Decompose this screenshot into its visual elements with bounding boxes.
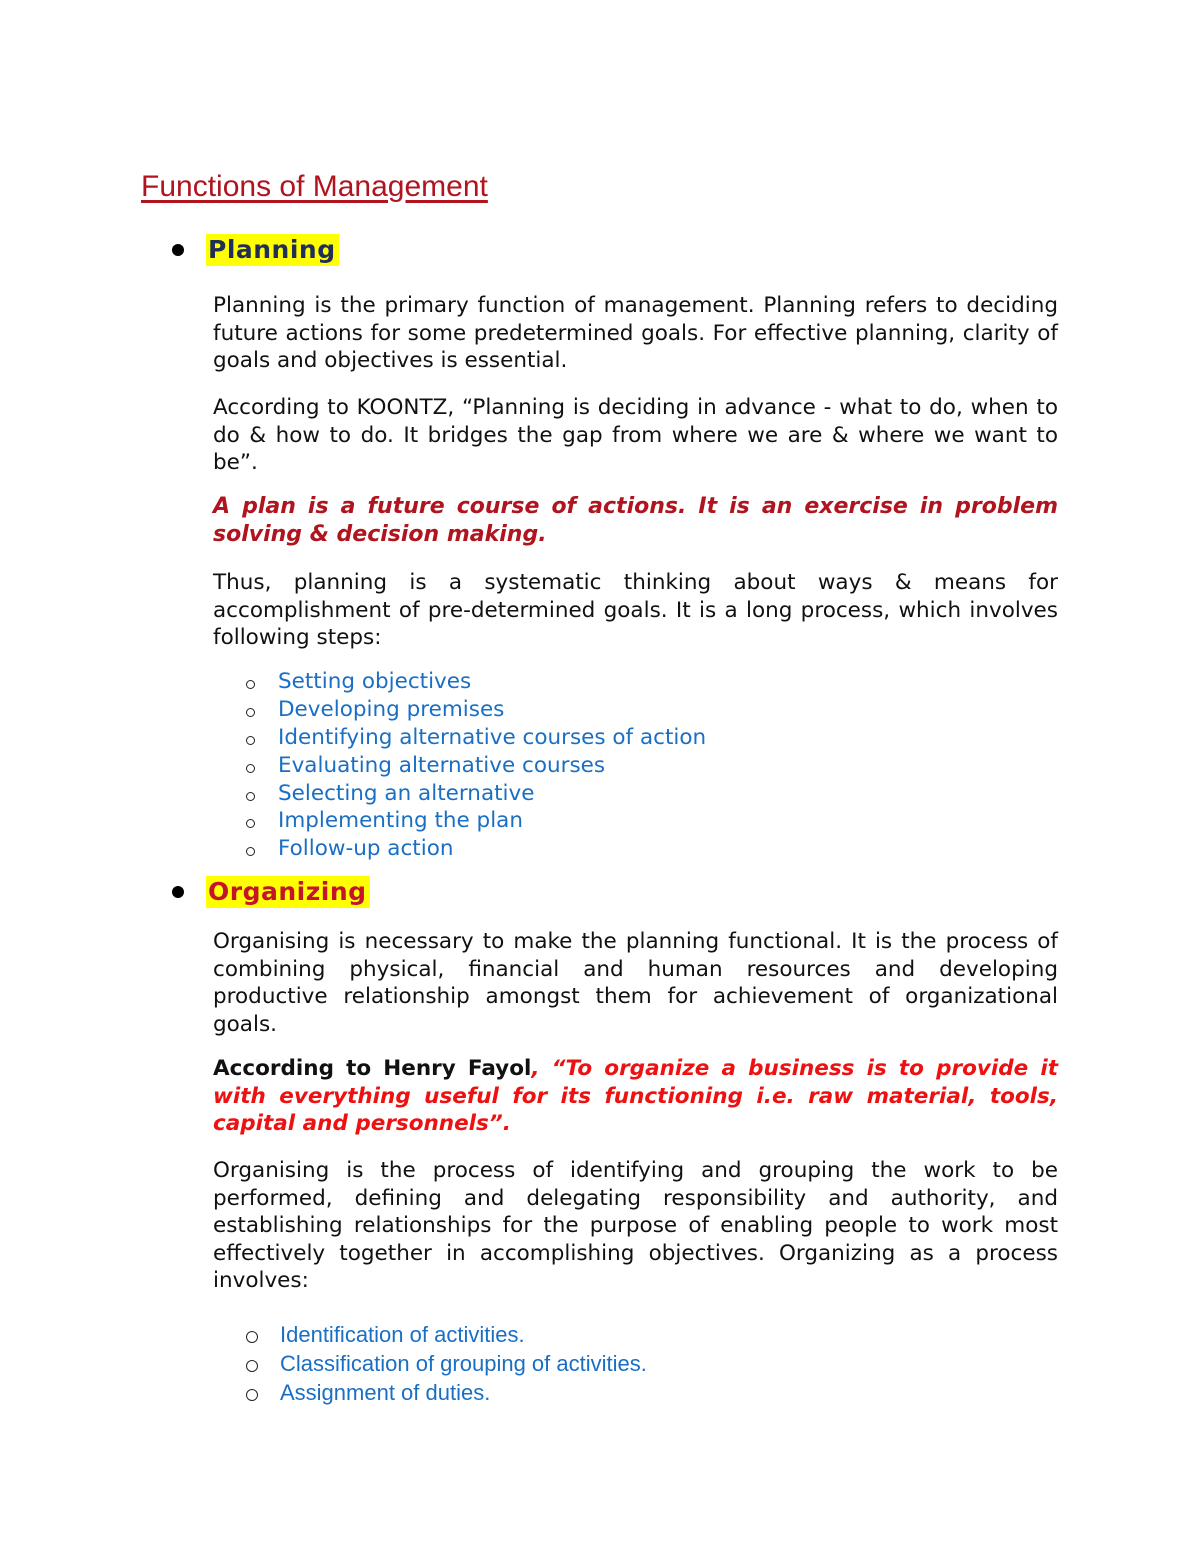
circle-bullet-icon [246, 792, 255, 801]
organizing-heading-row [172, 876, 370, 908]
circle-bullet-icon [246, 847, 255, 856]
list-item: Classification of grouping of activities. [246, 1349, 647, 1378]
circle-bullet-icon [246, 1360, 258, 1372]
fayol-quote-paragraph [213, 1055, 1058, 1138]
planning-emphasis: A plan is a future course of actions. It is an exercise in problem solving & decision making. [213, 494, 1058, 547]
list-item: Developing premises [246, 696, 706, 724]
list-item: Identification of activities. [246, 1320, 647, 1349]
planning-paragraph-2: According to KOONTZ, “Planning is deciding in advance - what to do, when to do & how to do. It bridges the gap from where we are & where we want to be”. [213, 395, 1058, 475]
fayol-comma: , [531, 1056, 552, 1081]
circle-bullet-icon [246, 819, 255, 828]
list-item: Setting objectives [246, 668, 706, 696]
circle-bullet-icon [246, 764, 255, 773]
list-item: Evaluating alternative courses [246, 751, 706, 779]
list-item: Selecting an alternative [246, 779, 706, 807]
organizing-steps-list [246, 1320, 647, 1407]
circle-bullet-icon [246, 736, 255, 745]
planning-steps-list [246, 668, 706, 863]
circle-bullet-icon [246, 708, 255, 717]
list-item: Follow-up action [246, 835, 706, 863]
organizing-paragraph-1: Organising is necessary to make the planning functional. It is the process of combining physical, financial and human resources and developing productive relationship amongst them for achievement of organizational goals. [213, 929, 1058, 1037]
list-item: Identifying alternative courses of action [246, 724, 706, 752]
planning-paragraph-3: Thus, planning is a systematic thinking about ways & means for accomplishment of pre-determined goals. It is a long process, which involves following steps: [213, 570, 1058, 650]
bullet-icon [172, 244, 184, 256]
fayol-attribution: According to Henry Fayol [213, 1056, 532, 1081]
planning-paragraph-1: Planning is the primary function of management. Planning refers to deciding future actions for some predetermined goals. For effective planning, clarity of goals and objectives is essential. [213, 293, 1058, 373]
circle-bullet-icon [246, 1331, 258, 1343]
organizing-heading: Organizing [206, 876, 370, 908]
list-item: Implementing the plan [246, 807, 706, 835]
planning-heading-row [172, 234, 339, 266]
planning-heading: Planning [206, 234, 339, 266]
list-item: Assignment of duties. [246, 1378, 647, 1407]
organizing-paragraph-2: Organising is the process of identifying and grouping the work to be performed, defining and delegating responsibility and authority, and establishing relationships for the purpose of enabling people to work most effectively together in accomplishing objectives. Organizing as a process involves: [213, 1158, 1058, 1293]
fayol-quote: “To organize a business is to provide it with everything useful for its functioning i.e. raw material, tools, capital and personnels”. [213, 1056, 1058, 1136]
circle-bullet-icon [246, 680, 255, 689]
page-title: Functions of Management [141, 170, 488, 203]
circle-bullet-icon [246, 1389, 258, 1401]
bullet-icon [172, 886, 184, 898]
